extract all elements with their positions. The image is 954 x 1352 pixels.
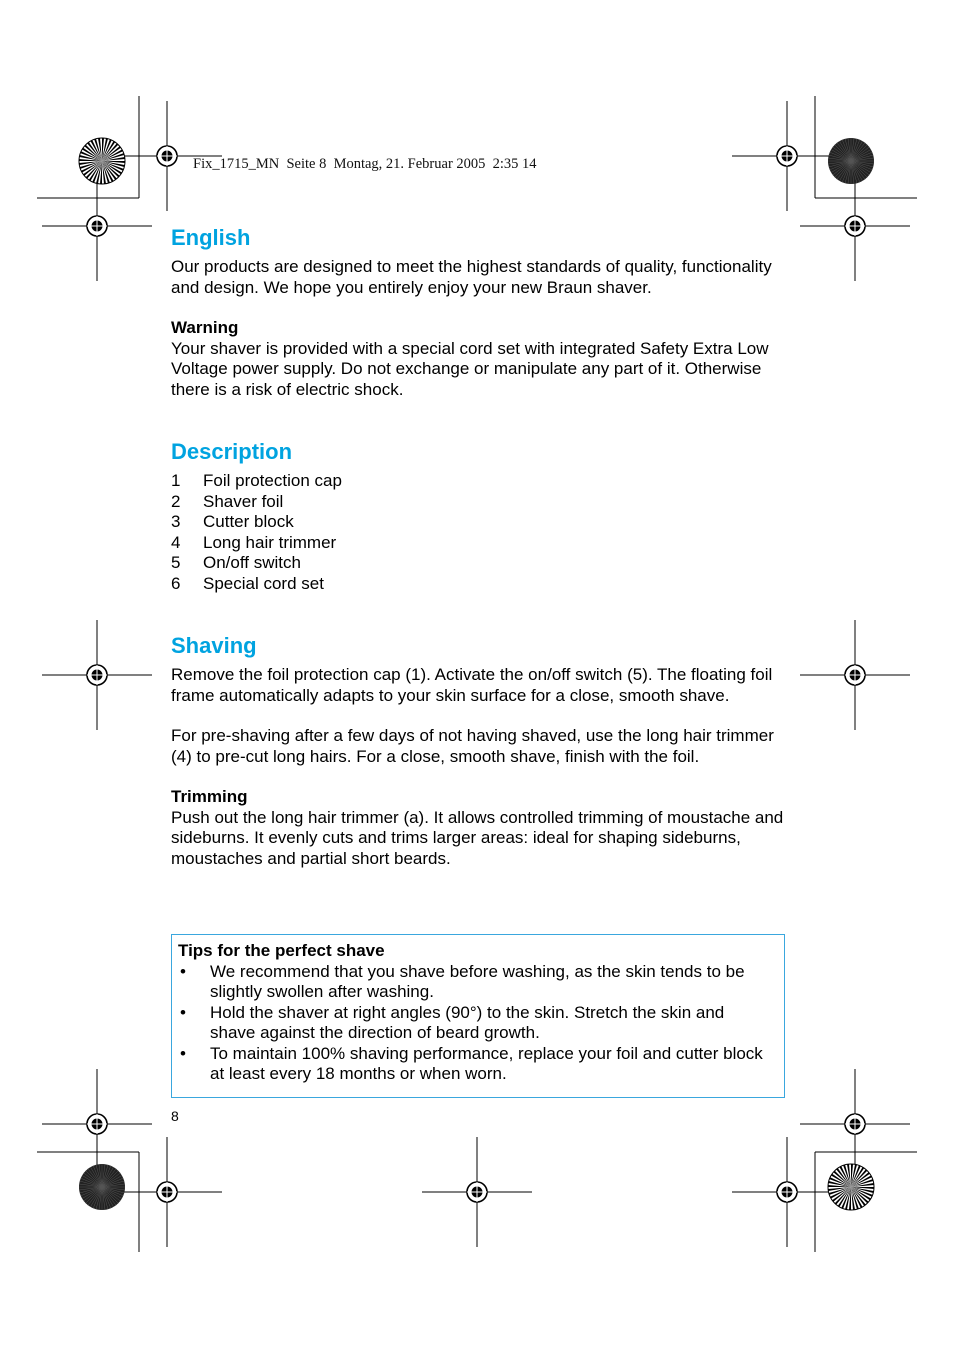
list-item: 3 Cutter block <box>171 512 294 531</box>
shaving-paragraph-1: Remove the foil protection cap (1). Activate the on/off switch (5). The floating foil frame automatically adapts to your skin surface for a close, smooth shave. <box>171 665 773 705</box>
trimming-title: Trimming <box>171 787 248 806</box>
crosshair-icon <box>800 1069 910 1179</box>
list-item: 5 On/off switch <box>171 553 301 572</box>
shaving-paragraph-2: For pre-shaving after a few days of not having shaved, use the long hair trimmer (4) to pre-cut long hairs. For a close, smooth shave, finish with the foil. <box>171 726 774 766</box>
crosshair-icon <box>800 620 910 730</box>
bullet-icon: • <box>180 1002 186 1022</box>
list-item: • Hold the shaver at right angles (90°) to the skin. Stretch the skin and shave against the direction of beard growth. <box>180 1002 725 1042</box>
section-heading-shaving: Shaving <box>171 633 257 658</box>
crosshair-icon <box>42 171 152 281</box>
crosshair-icon <box>800 171 910 281</box>
crosshair-icon <box>42 1069 152 1179</box>
list-item: • We recommend that you shave before washing, as the skin tends to be slightly swollen after washing. <box>180 961 745 1001</box>
list-item: • To maintain 100% shaving performance, replace your foil and cutter block at least every 18 months or when worn. <box>180 1043 763 1083</box>
starburst-icon <box>79 138 125 184</box>
list-item: 6 Special cord set <box>171 573 324 593</box>
starburst-icon <box>828 1164 874 1210</box>
list-item: 2 Shaver foil <box>171 491 284 511</box>
warning-title: Warning <box>171 318 239 337</box>
crosshair-icon <box>422 1137 532 1247</box>
main-content <box>171 224 787 869</box>
crosshair-icon <box>42 620 152 730</box>
print-slug-line: Fix_1715_MN Seite 8 Montag, 21. Februar 2005 2:35 14 <box>193 156 537 172</box>
warning-paragraph: Your shaver is provided with a special cord set with integrated Safety Extra Low Voltage power supply. Do not exchange or manipulate any part of it. Otherwise there is a risk of electric shock. <box>171 338 769 399</box>
page-number: 8 <box>171 1108 179 1124</box>
description-list <box>171 471 787 594</box>
section-heading-description: Description <box>171 439 293 464</box>
section-heading-english: English <box>171 225 251 250</box>
trimming-paragraph: Push out the long hair trimmer (a). It allows controlled trimming of moustache and sideburns. It evenly cuts and trims larger areas: ideal for shaping sideburns, moustaches and partial short beards. <box>171 807 784 868</box>
list-item: 4 Long hair trimmer <box>171 532 337 552</box>
crosshair-icon <box>732 101 842 211</box>
tips-box <box>171 934 785 1098</box>
starburst-icon <box>828 138 874 184</box>
intro-paragraph: Our products are designed to meet the highest standards of quality, functionality and design. We hope you entirely enjoy your new Braun shaver. <box>171 257 772 297</box>
crosshair-icon <box>112 1137 222 1247</box>
tips-title: Tips for the perfect shave <box>178 941 385 960</box>
starburst-icon <box>79 1164 125 1210</box>
crosshair-icon <box>732 1137 842 1247</box>
list-item: 1 Foil protection cap <box>171 471 342 490</box>
bullet-icon: • <box>180 961 186 981</box>
bullet-icon: • <box>180 1043 186 1063</box>
